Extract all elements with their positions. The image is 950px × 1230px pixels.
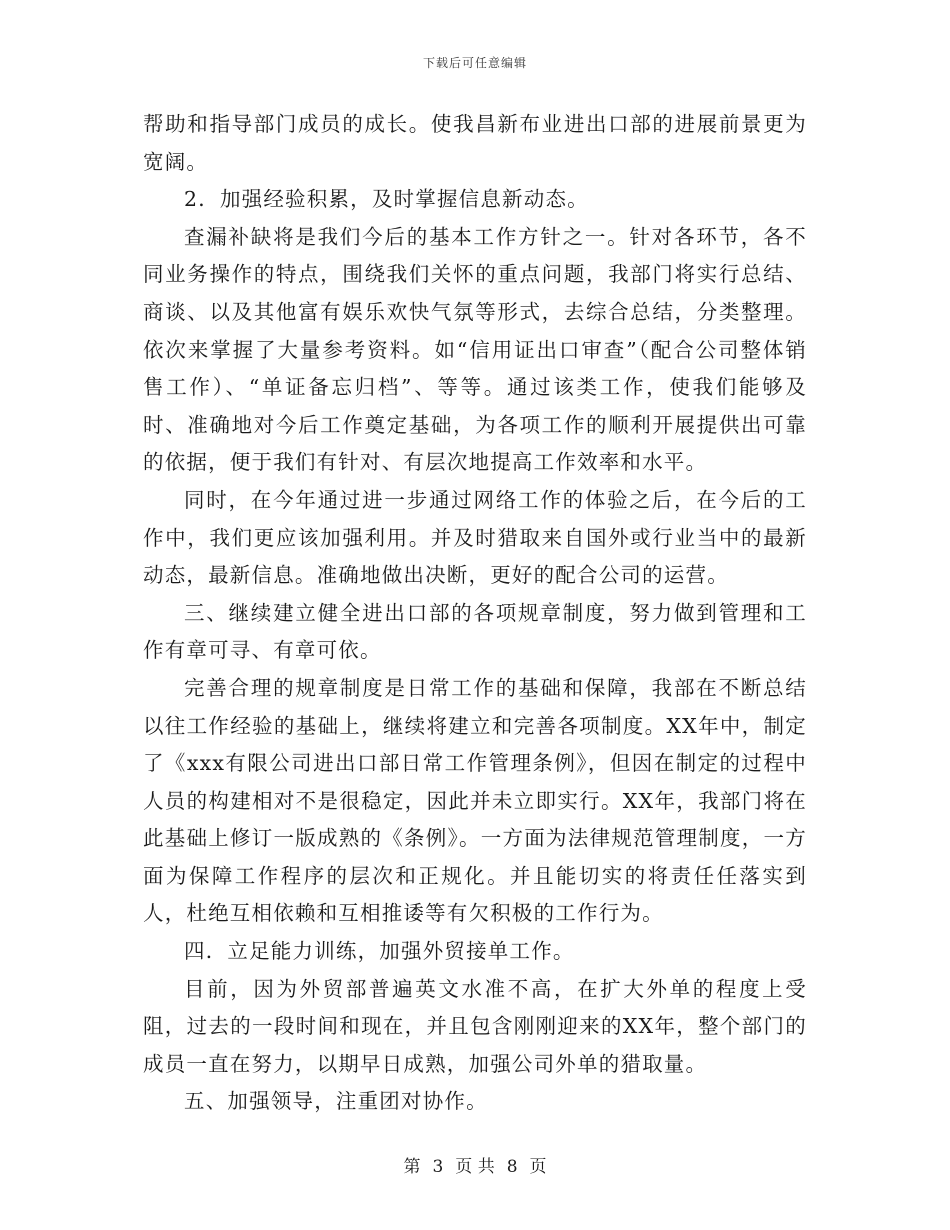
- total-pages-number: 8: [506, 1157, 518, 1177]
- paragraph-3: 查漏补缺将是我们今后的基本工作方针之一。针对各环节，各不同业务操作的特点，围绕我们关怀的重点问题，我部门将实行总结、商谈、以及其他富有娱乐欢快气氛等形式，去综合总结，分类整理。依次来掌握了大量参考资料。如“信用证出口审查”（配合公司整体销售工作）、“单证备忘归档”、等等。通过该类工作，使我们能够及时、准确地对今后工作奠定基础，为各项工作的顺利开展提供出可靠的依据，便于我们有针对、有层次地提高工作效率和水平。: [143, 224, 807, 475]
- paragraph-5: 三、继续建立健全进出口部的各项规章制度，努力做到管理和工作有章可寻、有章可依。: [143, 600, 807, 663]
- paragraph-7: 四．立足能力训练，加强外贸接单工作。: [184, 939, 575, 964]
- document-body: [143, 106, 807, 1121]
- page-footer: [0, 1152, 950, 1177]
- footer-suffix: 页: [529, 1157, 547, 1177]
- paragraph-4: 同时，在今年通过进一步通过网络工作的体验之后，在今后的工作中，我们更应该加强利用。并及时猎取来自国外或行业当中的最新动态，最新信息。准确地做出决断，更好的配合公司的运营。: [143, 487, 807, 588]
- page-header: 下载后可任意编辑: [422, 56, 527, 70]
- footer-prefix: 第: [403, 1157, 421, 1177]
- paragraph-2: 2．加强经验积累，及时掌握信息新动态。: [184, 187, 589, 212]
- paragraph-9: 五、加强领导，注重团对协作。: [184, 1089, 488, 1114]
- footer-middle: 页 共: [455, 1157, 495, 1177]
- paragraph-8: 目前，因为外贸部普遍英文水准不高，在扩大外单的程度上受阻，过去的一段时间和现在，并且包含刚刚迎来的XX年，整个部门的成员一直在努力，以期早日成熟，加强公司外单的猎取量。: [143, 976, 807, 1076]
- current-page-number: 3: [432, 1157, 444, 1177]
- paragraph-6: 完善合理的规章制度是日常工作的基础和保障，我部在不断总结以往工作经验的基础上，继续将建立和完善各项制度。XX年中，制定了《xxx有限公司进出口部日常工作管理条例》，但因在制定的过程中人员的构建相对不是很稳定，因此并未立即实行。XX年，我部门将在此基础上修订一版成熟的《条例》。一方面为法律规范管理制度，一方面为保障工作程序的层次和正规化。并且能切实的将责任任落实到人，杜绝互相依赖和互相推诿等有欠积极的工作行为。: [143, 675, 807, 926]
- paragraph-1: 帮助和指导部门成员的成长。使我昌新布业进出口部的进展前景更为宽阔。: [143, 112, 807, 174]
